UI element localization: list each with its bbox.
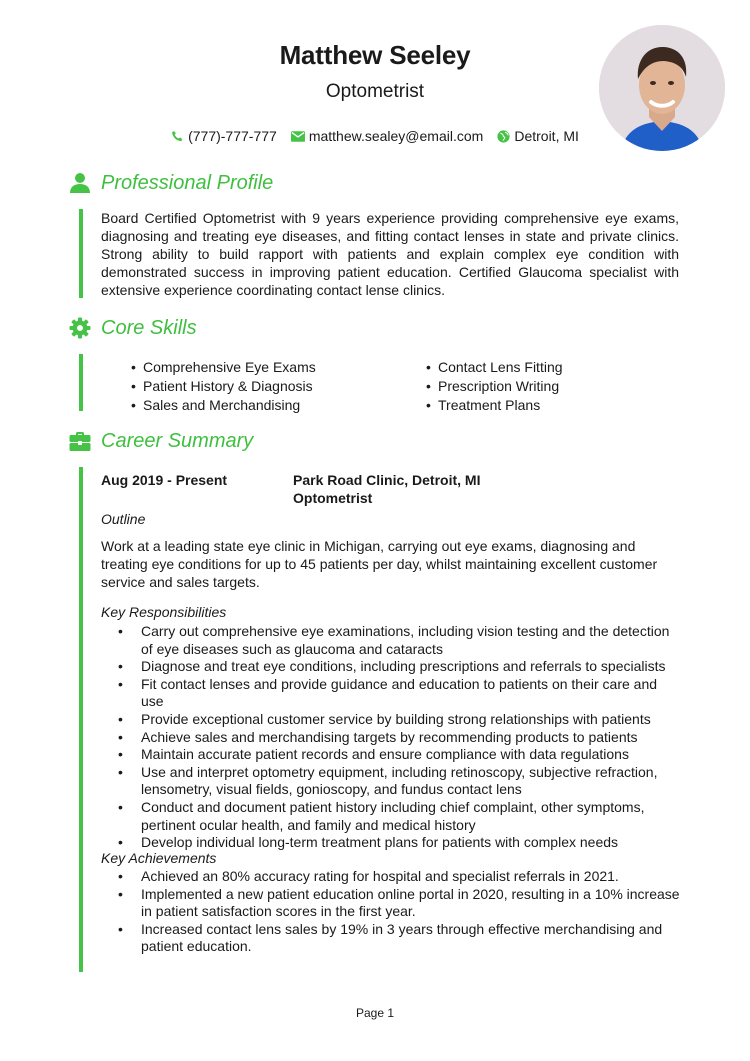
contact-phone xyxy=(171,128,277,144)
profile-heading: Professional Profile xyxy=(101,172,274,194)
contact-location xyxy=(497,128,579,144)
list-item: • Fit contact lenses and provide guidance and education to patients on their care and use xyxy=(141,676,681,711)
gear-icon xyxy=(69,317,91,339)
skills-list-right xyxy=(426,358,563,415)
profile-text: Board Certified Optometrist with 9 years experience providing comprehensive eye exams, diagnosing and treating eye diseases, and fitting contact lenses in state and private clinics. Strong ability to build rapport with patients and explain complex eye condition with demonstrated success in improving patient education. Certified Glaucoma specialist with extensive experience coordinating contact lense clinics. xyxy=(101,210,679,298)
user-icon xyxy=(69,172,91,194)
skill-item: • Patient History & Diagnosis xyxy=(131,377,316,396)
list-item: • Diagnose and treat eye conditions, including prescriptions and referrals to specialists xyxy=(141,658,681,676)
achievements-label: Key Achievements xyxy=(101,850,217,866)
list-item: • Implemented a new patient education online portal in 2020, resulting in a 10% increase in patient satisfaction scores in the first year. xyxy=(141,886,681,921)
profile-photo xyxy=(599,25,725,151)
skills-accent-bar xyxy=(79,354,83,411)
briefcase-icon xyxy=(69,430,91,452)
list-item: • Achieve sales and merchandising targets by recommending products to patients xyxy=(141,729,681,747)
list-item: • Use and interpret optometry equipment, including retinoscopy, subjective refraction, lensometry, visual fields, gonioscopy, and fundus contact lens xyxy=(141,764,681,799)
outline-label: Outline xyxy=(101,511,146,527)
job-title: Optometrist xyxy=(325,81,425,102)
skill-item: • Contact Lens Fitting xyxy=(426,358,563,377)
achievements-list xyxy=(141,868,681,956)
list-item: • Maintain accurate patient records and ensure compliance with data regulations xyxy=(141,746,681,764)
responsibilities-label: Key Responsibilities xyxy=(101,604,227,620)
globe-icon xyxy=(497,130,510,143)
skill-item: • Comprehensive Eye Exams xyxy=(131,358,316,377)
job-role: Optometrist xyxy=(293,490,373,506)
skill-item: • Prescription Writing xyxy=(426,377,563,396)
responsibilities-list xyxy=(141,623,681,852)
page-number: Page 1 xyxy=(355,1006,395,1020)
career-accent-bar xyxy=(79,467,83,972)
list-item: • Increased contact lens sales by 19% in 3 years through effective merchandising and patient education. xyxy=(141,921,681,956)
list-item: • Develop individual long-term treatment plans for patients with complex needs xyxy=(141,834,681,852)
skill-item: • Sales and Merchandising xyxy=(131,396,316,415)
career-heading: Career Summary xyxy=(101,430,254,452)
envelope-icon xyxy=(291,131,305,142)
contact-email xyxy=(291,128,484,144)
profile-accent-bar xyxy=(79,209,83,298)
phone-icon xyxy=(171,130,184,143)
location: Detroit, MI xyxy=(514,128,579,144)
skills-heading: Core Skills xyxy=(101,317,197,339)
employer: Park Road Clinic, Detroit, MI xyxy=(293,472,481,488)
list-item: • Provide exceptional customer service by building strong relationships with patients xyxy=(141,711,681,729)
outline-text: Work at a leading state eye clinic in Michigan, carrying out eye exams, diagnosing and treating eye conditions for up to 45 patients per day, whilst maintaining excellent customer service and sales targets. xyxy=(101,538,658,590)
list-item: • Achieved an 80% accuracy rating for hospital and specialist referrals in 2021. xyxy=(141,868,681,886)
email-address: matthew.sealey@email.com xyxy=(308,128,484,144)
list-item: • Carry out comprehensive eye examinations, including vision testing and the detection of eye diseases such as glaucoma and cataracts xyxy=(141,623,681,658)
job-dates: Aug 2019 - Present xyxy=(101,472,228,488)
skills-list-left xyxy=(131,358,316,415)
phone-number: (777)-777-777 xyxy=(188,128,277,144)
candidate-name: Matthew Seeley xyxy=(279,40,471,70)
list-item: • Conduct and document patient history including chief complaint, other symptoms, pertinent ocular health, and family and medical history xyxy=(141,799,681,834)
skill-item: • Treatment Plans xyxy=(426,396,563,415)
